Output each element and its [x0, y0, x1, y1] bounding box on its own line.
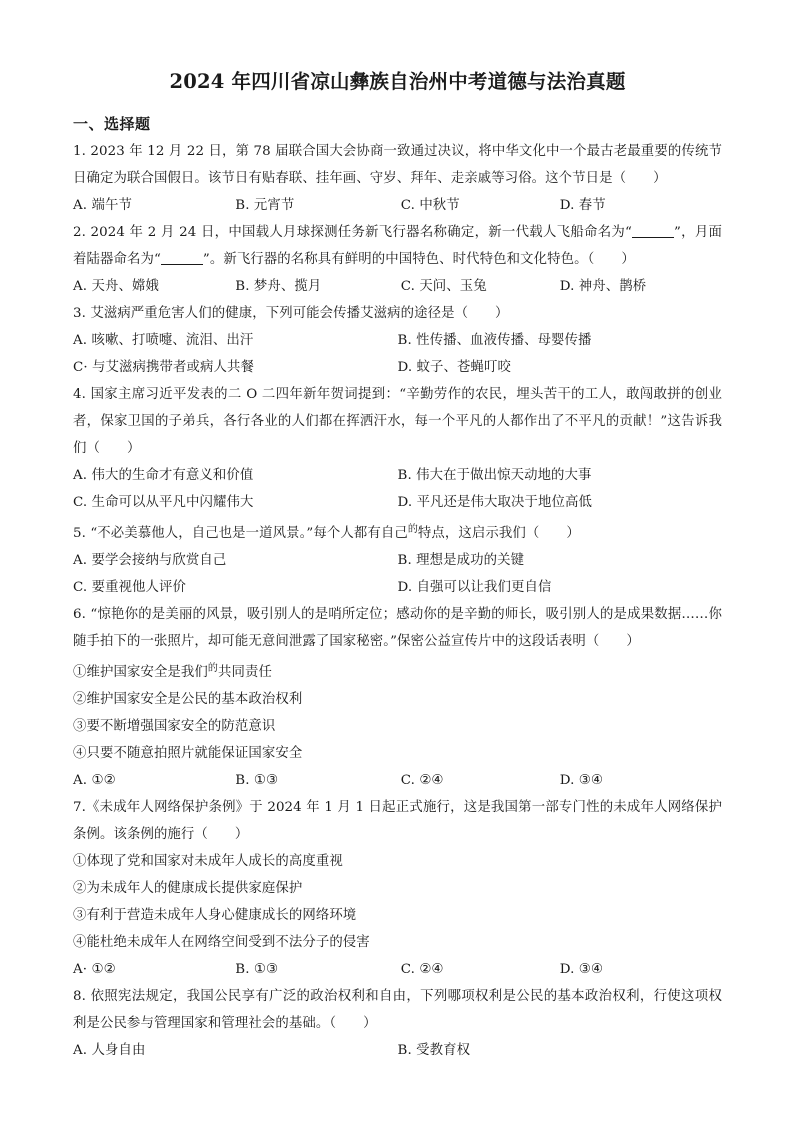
question-6-stem: 6. “惊艳你的是美丽的风景，吸引别人的是哨所定位；感动你的是辛勤的师长，吸引别人的是成果数据……你随手拍下的一张照片，却可能无意间泄露了国家秘密。”保密公益宣传片中的这段话表明（ ）: [73, 607, 722, 650]
question-5-stem-part1: 5. “不必美慕他人，自己也是一道风景。”每个人都有自己: [73, 526, 408, 542]
question-2-stem: [73, 219, 722, 273]
option-b[interactable]: B. 元宵节: [235, 198, 295, 214]
option-c[interactable]: C. ②④: [400, 962, 444, 978]
option-c[interactable]: C. 中秋节: [400, 198, 460, 214]
question-5-raised-char: 的: [407, 524, 418, 536]
option-b[interactable]: B. ①③: [235, 962, 279, 978]
item-raised-char: 的: [207, 663, 219, 675]
question-1: [73, 138, 722, 219]
question-8-stem: 8. 依照宪法规定，我国公民享有广泛的政治权利和自由，下列哪项权利是公民的基本政治权利，行使这项权利是公民参与管理国家和管理社会的基础。（ ）: [73, 989, 722, 1032]
option-a[interactable]: A· ①②: [73, 962, 116, 978]
question-7-item-4: ④能杜绝未成年人在网络空间受到不法分子的侵害: [73, 935, 370, 951]
question-3-stem: 3. 艾滋病严重危害人们的健康，下列可能会传播艾滋病的途径是（ ）: [73, 306, 509, 322]
question-8: [73, 983, 722, 1064]
option-b[interactable]: B. 伟大在于做出惊天动地的大事: [397, 468, 592, 484]
option-d[interactable]: D. 蚊子、苍蝇叮咬: [397, 360, 512, 376]
question-4: [73, 381, 722, 516]
question-2-stem-part2: ”，月面着陆器命名为“: [73, 225, 722, 268]
question-2-options: [73, 273, 722, 300]
question-2-stem-part3: ”。新飞行器的名称具有鲜明的中国特色、时代特色和文化特色。（ ）: [202, 252, 635, 268]
question-6: [73, 601, 722, 794]
question-7: [73, 794, 722, 983]
question-6-item-3: ③要不断增强国家安全的防范意识: [73, 719, 276, 735]
question-3-options-row-1: [73, 327, 722, 354]
option-a[interactable]: A. 要学会接纳与欣赏自己: [73, 553, 227, 569]
option-d[interactable]: D. 神舟、鹊桥: [559, 279, 647, 295]
question-7-stem: 7.《未成年人网络保护条例》于 2024 年 1 月 1 日起正式施行，这是我国第一部专门性的未成年人网络保护条例。该条例的施行（ ）: [73, 800, 722, 843]
option-d[interactable]: D. ③④: [559, 773, 604, 789]
question-3-options-row-2: [73, 354, 722, 381]
option-a[interactable]: A. ①②: [73, 773, 116, 789]
option-a[interactable]: A. 天舟、嫦娥: [73, 279, 159, 295]
question-6-item-4: ④只要不随意拍照片就能保证国家安全: [73, 746, 303, 762]
option-a[interactable]: A. 伟大的生命才有意义和价值: [73, 468, 254, 484]
question-7-item-1: ①体现了党和国家对未成年人成长的高度重视: [73, 854, 343, 870]
option-b[interactable]: B. ①③: [235, 773, 279, 789]
option-a[interactable]: A. 咳嗽、打喷嚏、流泪、出汗: [73, 333, 254, 349]
question-1-stem: 1. 2023 年 12 月 22 日，第 78 届联合国大会协商一致通过决议，将中华文化中一个最古老最重要的传统节日确定为联合国假日。该节日有贴春联、挂年画、守岁、拜年、走亲戚等习俗。这个节日是（ ）: [73, 144, 722, 187]
option-c[interactable]: C. 天问、玉兔: [400, 279, 487, 295]
option-a[interactable]: A. 人身自由: [73, 1043, 146, 1059]
question-6-item-1: [73, 655, 722, 686]
question-4-options-row-1: [73, 462, 722, 489]
question-7-options: [73, 956, 722, 983]
question-6-item-2: ②维护国家安全是公民的基本政治权利: [73, 692, 303, 708]
page-title: 2024 年四川省凉山彝族自治州中考道德与法治真题: [169, 70, 626, 93]
option-b[interactable]: B. 理想是成功的关键: [397, 553, 525, 569]
item-text-part1: ①维护国家安全是我们: [73, 665, 208, 681]
answer-blank-1[interactable]: [632, 237, 674, 238]
question-6-options: [73, 767, 722, 794]
item-text-part2: 共同责任: [218, 665, 272, 681]
question-5: [73, 516, 722, 601]
question-8-options-row-1: [73, 1037, 722, 1064]
option-d[interactable]: D. 自强可以让我们更自信: [397, 580, 552, 596]
option-c[interactable]: C. ②④: [400, 773, 444, 789]
question-5-options-row-1: [73, 547, 722, 574]
question-5-stem: [73, 516, 722, 547]
option-b[interactable]: B. 受教育权: [397, 1043, 471, 1059]
question-5-options-row-2: [73, 574, 722, 601]
question-7-item-2: ②为未成年人的健康成长提供家庭保护: [73, 881, 303, 897]
question-5-stem-part2: 特点，这启示我们（ ）: [417, 526, 580, 542]
option-b[interactable]: B. 梦舟、揽月: [235, 279, 322, 295]
question-1-options: [73, 192, 722, 219]
option-d[interactable]: D. 平凡还是伟大取决于地位高低: [397, 495, 592, 511]
question-4-stem: 4. 国家主席习近平发表的二 O 二四年新年贺词提到：“辛勤劳作的农民，埋头苦干的工人，敢闯敢拼的创业者，保家卫国的子弟兵，各行各业的人们都在挥洒汗水，每一个平凡的人都作出了不平凡的贡献！”这告诉我们（ ）: [73, 387, 722, 457]
option-a[interactable]: A. 端午节: [73, 198, 132, 214]
option-c[interactable]: C. 生命可以从平凡中闪耀伟大: [73, 495, 254, 511]
question-7-item-3: ③有利于营造未成年人身心健康成长的网络环境: [73, 908, 357, 924]
option-c[interactable]: C· 与艾滋病携带者或病人共餐: [73, 360, 254, 376]
question-2: [73, 219, 722, 300]
section-heading: 一、选择题: [73, 115, 151, 134]
answer-blank-2[interactable]: [161, 264, 203, 265]
option-c[interactable]: C. 要重视他人评价: [73, 580, 187, 596]
option-b[interactable]: B. 性传播、血液传播、母婴传播: [397, 333, 592, 349]
question-3: [73, 300, 722, 381]
option-d[interactable]: D. ③④: [559, 962, 604, 978]
question-4-options-row-2: [73, 489, 722, 516]
option-d[interactable]: D. 春节: [559, 198, 606, 214]
question-2-stem-part1: 2. 2024 年 2 月 24 日，中国载人月球探测任务新飞行器名称确定，新一代载人飞船命名为“: [73, 225, 632, 241]
